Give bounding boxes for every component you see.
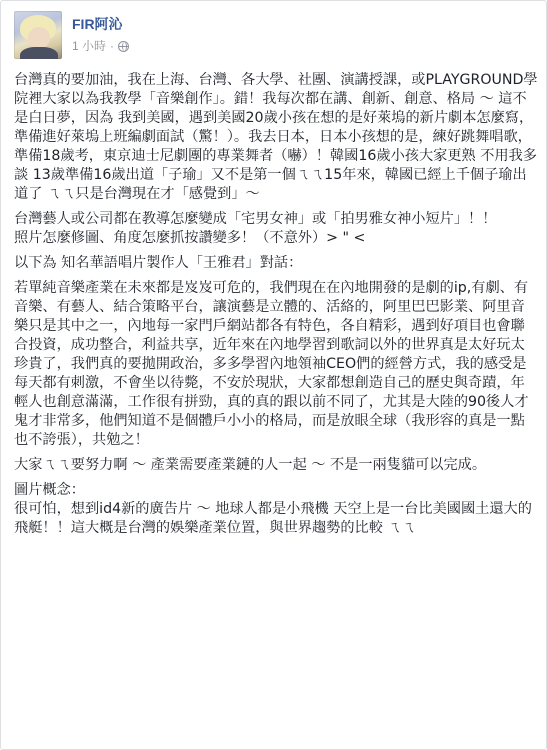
post-timestamp[interactable]: 1 小時 — [72, 39, 107, 53]
post-body — [14, 71, 538, 544]
post-paragraph-3: 以下為 知名華語唱片製作人「王雅君」對話： — [14, 255, 303, 271]
post-paragraph-4: 若單純音樂產業在未來都是岌岌可危的，我們現在在內地開發的是劇的ip,有劇、有音樂、有藝人、結合策略平台，讓演藝是立體的、活絡的，阿里巴巴影業、阿里音樂只是其中之一，內地每一家門戶網站都各有特色，各自精彩，遇到好項目也會聯合投資，成功整合，利益共享，近年來在內地學習到歌詞以外的世界真是太好玩太珍貴了，我們真的要拋開政治，多多學習內地領袖CEO們的經營方式，我的感受是每天都有刺激，不會坐以待斃，不安於現狀，大家都想創造自己的歷史與奇蹟，年輕人也創意滿滿，工作很有拼勁，真的真的跟以前不同了，尤其是大陸的90後人才鬼才非常多，他們知道不是個體戶小小的格局，而是放眼全球（我形容的真是一點也不誇張），共勉之！ — [14, 280, 529, 448]
avatar[interactable] — [14, 11, 62, 59]
post-meta — [72, 11, 129, 53]
post-paragraph-1: 台灣真的要加油，我在上海、台灣、各大學、社團、演講授課，或PLAYGROUND學院裡大家以為我教學「音樂創作」。錯！我每次都在講、創新、創意、格局 ～ 這不是白日夢，因為 我到美國，遇到美國20歲小孩在想的是好萊塢的新片劇本怎麼寫，準備進好萊塢上班編劇面試（驚！）。我去日本，日本小孩想的是，練好跳舞唱歌，準備18歲考，東京迪士尼劇團的專業舞者（嚇）！韓國16歲小孩大家更熟 不用我多談 13歲準備16歲出道「子瑜」又不是第一個ㄟㄟ15年來，韓國已經上千個子瑜出道了 ㄟㄟ只是台灣現在才「感覺到」～ — [14, 72, 538, 202]
separator-dot: · — [110, 39, 115, 53]
post-paragraph-2: 台灣藝人或公司都在教導怎麼變成「宅男女神」或「拍男雅女神小短片」！！ 照片怎麼修圖、角度怎麼抓按讚變多！（不意外）> " < — [14, 211, 497, 246]
post-header — [14, 11, 129, 63]
post-paragraph-6: 圖片概念： 很可怕，想到id4新的廣告片 ～ 地球人都是小飛機 天空上是一台比美國國土還大的飛艇！！這大概是台灣的娛樂產業位置，與世界趨勢的比較 ㄟㄟ — [14, 482, 532, 536]
post-paragraph-5: 大家ㄟㄟ要努力啊 ～ 產業需要產業鏈的人一起 ～ 不是一兩隻貓可以完成。 — [14, 457, 487, 473]
post-time-row — [72, 39, 129, 53]
author-name[interactable]: FIR阿沁 — [72, 16, 123, 32]
globe-icon[interactable] — [118, 41, 129, 52]
